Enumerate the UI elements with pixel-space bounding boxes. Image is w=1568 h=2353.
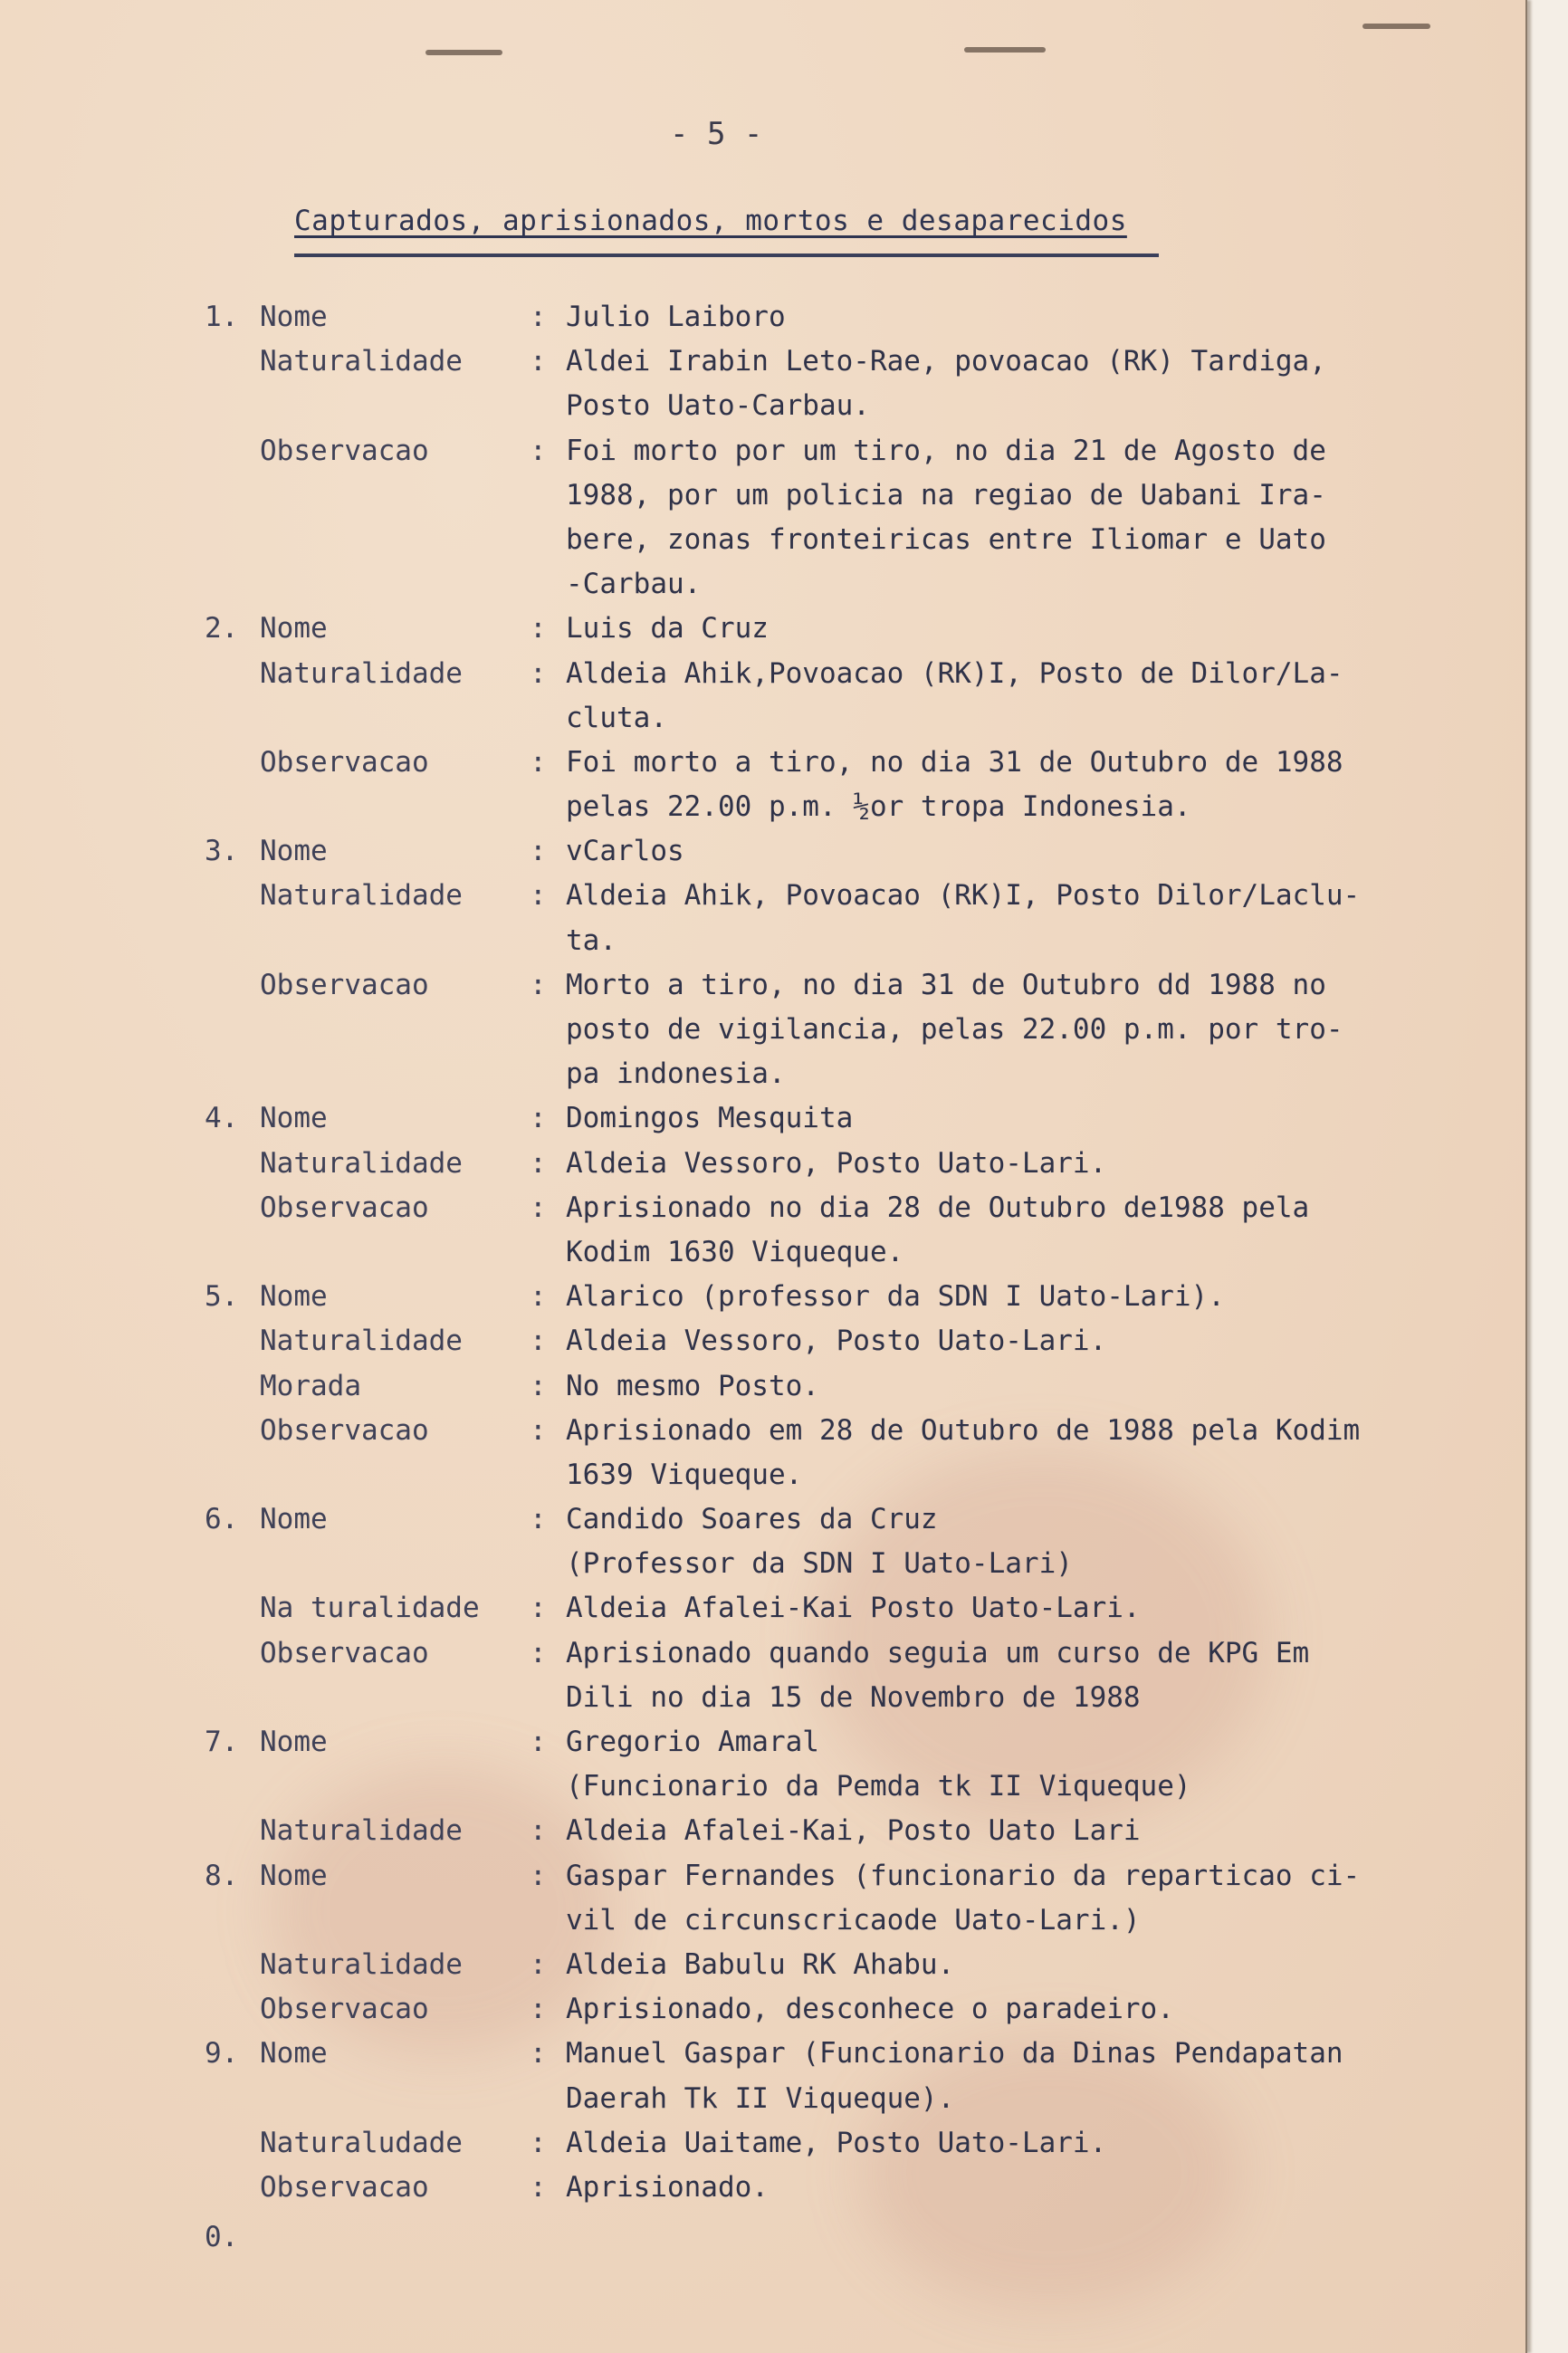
title-underline [294,253,1159,257]
field-label: Observacao [260,2170,429,2204]
field-separator: : [530,301,547,333]
field-value: Alarico (professor da SDN I Uato-Lari). [566,1280,1225,1314]
entry-number: 1. [205,301,239,333]
field-value: (Funcionario da Pemda tk II Viqueque) [566,1770,1191,1803]
field-value: Aldeia Vessoro, Posto Uato-Lari. [566,1146,1107,1180]
field-value: -Carbau. [566,568,702,601]
field-value: Aprisionado no dia 28 de Outubro de1988 pela [566,1191,1310,1224]
field-value: vil de circunscricaode Uato-Lari.) [566,1903,1141,1937]
field-value: No mesmo Posto. [566,1369,819,1402]
entry-number: 4. [205,1102,239,1135]
field-label: Nome [260,1726,328,1758]
entry-line [0,1854,1525,1899]
field-value: Aprisionado em 28 de Outubro de 1988 pela Kodim [566,1413,1361,1447]
entry-line [0,874,1525,918]
field-value: Aldeia Uaitame, Posto Uato-Lari. [566,2126,1107,2159]
field-separator: : [530,1102,547,1135]
entry-line [0,1453,1525,1497]
entry-line [0,741,1525,785]
field-label: Nome [260,2037,328,2071]
field-label: Observacao [260,745,429,779]
entry-line [0,384,1525,428]
field-label: Nome [260,301,328,333]
field-label: Naturalidade [260,1146,463,1180]
field-value: Foi morto a tiro, no dia 31 de Outubro de 1988 [566,745,1343,779]
entry-line [0,1142,1525,1186]
field-value: Aldeia Afalei-Kai, Posto Uato Lari [566,1814,1141,1848]
field-label: Na turalidade [260,1592,480,1625]
entry-line [0,1542,1525,1586]
field-separator: : [530,1503,547,1536]
field-separator: : [530,1191,547,1224]
entry-line [0,2077,1525,2121]
field-value: cluta. [566,701,667,734]
entry-line [0,429,1525,473]
punch-hole-mark [964,47,1046,53]
entry-line [0,562,1525,607]
entry-number: 7. [205,1726,239,1758]
field-value: Candido Soares da Cruz [566,1503,938,1536]
punch-hole-mark [1362,24,1430,29]
entry-number: 5. [205,1280,239,1314]
entry-line [0,829,1525,874]
entry-line [0,1899,1525,1943]
punch-hole-mark [425,50,502,55]
field-separator: : [530,1146,547,1180]
field-separator: : [530,1993,547,2026]
entry-line [0,652,1525,696]
field-separator: : [530,1592,547,1625]
field-value: ta. [566,923,617,957]
entry-line [0,785,1525,829]
entry-line [0,1096,1525,1141]
entry-line [0,1676,1525,1720]
field-label: Observacao [260,1413,429,1447]
field-label: Naturaludade [260,2126,463,2159]
field-value: Domingos Mesquita [566,1102,854,1135]
field-separator: : [530,835,547,868]
field-separator: : [530,1859,547,1892]
field-separator: : [530,1369,547,1402]
entry-number: 2. [205,612,239,646]
entry-number: 3. [205,835,239,868]
field-value: 1988, por um policia na regiao de Uabani Ira- [566,478,1326,512]
field-value: vCarlos [566,835,684,868]
field-value: Gregorio Amaral [566,1726,819,1758]
entry-line [0,1230,1525,1275]
field-separator: : [530,745,547,779]
field-value: Aldeia Vessoro, Posto Uato-Lari. [566,1325,1107,1358]
entry-line [0,1497,1525,1542]
field-value: Dili no dia 15 de Novembro de 1988 [566,1680,1141,1714]
entry-line [0,1943,1525,1987]
field-value: Aldeia Ahik,Povoacao (RK)I, Posto de Dilor/La- [566,656,1343,690]
field-value: Aldei Irabin Leto-Rae, povoacao (RK) Tardiga, [566,345,1326,378]
entry-line [0,919,1525,963]
field-label: Naturalidade [260,656,463,690]
entry-line [0,1987,1525,2032]
entry-number: 9. [205,2037,239,2071]
field-label: Naturalidade [260,1947,463,1981]
field-separator: : [530,656,547,690]
entry-line [0,607,1525,651]
field-separator: : [530,1814,547,1848]
field-value: Kodim 1630 Viqueque. [566,1235,904,1268]
entry-line [0,340,1525,384]
field-separator: : [530,1726,547,1758]
field-separator: : [530,968,547,1001]
page-number: - 5 - [670,116,763,152]
field-label: Observacao [260,968,429,1001]
entry-number: 8. [205,1859,239,1892]
field-label: Nome [260,1102,328,1135]
field-value: posto de vigilancia, pelas 22.00 p.m. por tro- [566,1013,1343,1046]
field-value: Gaspar Fernandes (funcionario da reparticao ci- [566,1859,1361,1892]
entry-line [0,696,1525,741]
field-separator: : [530,1947,547,1981]
field-label: Nome [260,612,328,646]
footer-number: 0. [205,2221,239,2253]
field-label: Naturalidade [260,879,463,913]
entry-line [0,2032,1525,2076]
entry-line [0,1765,1525,1809]
field-value: Posto Uato-Carbau. [566,389,870,423]
field-separator: : [530,1280,547,1314]
field-label: Morada [260,1369,361,1402]
document-title: Capturados, aprisionados, mortos e desaparecidos [294,205,1127,237]
field-value: 1639 Viqueque. [566,1458,803,1491]
field-label: Observacao [260,434,429,467]
field-value: Aldeia Afalei-Kai Posto Uato-Lari. [566,1592,1141,1625]
field-label: Nome [260,835,328,868]
field-value: Morto a tiro, no dia 31 de Outubro dd 1988 no [566,968,1326,1001]
field-separator: : [530,434,547,467]
field-value: Aprisionado, desconhece o paradeiro. [566,1993,1174,2026]
field-label: Nome [260,1280,328,1314]
field-label: Nome [260,1859,328,1892]
field-value: bere, zonas fronteiricas entre Iliomar e Uato [566,522,1326,556]
field-separator: : [530,345,547,378]
field-label: Nome [260,1503,328,1536]
entry-line [0,1008,1525,1052]
field-value: Aldeia Ahik, Povoacao (RK)I, Posto Dilor/Laclu- [566,879,1361,913]
field-separator: : [530,612,547,646]
entry-line [0,518,1525,562]
entry-line [0,473,1525,518]
field-label: Naturalidade [260,345,463,378]
field-label: Naturalidade [260,1814,463,1848]
field-separator: : [530,1413,547,1447]
field-value: Julio Laiboro [566,301,786,333]
entry-line [0,1275,1525,1319]
entry-line [0,1409,1525,1453]
entry-line [0,963,1525,1008]
entry-number: 6. [205,1503,239,1536]
field-separator: : [530,2126,547,2159]
field-separator: : [530,879,547,913]
entry-line [0,1586,1525,1631]
entry-line [0,2166,1525,2210]
field-label: Observacao [260,1191,429,1224]
field-separator: : [530,1636,547,1669]
field-value: pa indonesia. [566,1057,786,1091]
field-value: pelas 22.00 p.m. ½or tropa Indonesia. [566,790,1191,824]
entry-line [0,1364,1525,1409]
entry-line [0,1186,1525,1230]
entry-line [0,1720,1525,1765]
field-value: Foi morto por um tiro, no dia 21 de Agosto de [566,434,1326,467]
entry-line [0,2121,1525,2166]
field-value: Aprisionado quando seguia um curso de KPG Em [566,1636,1310,1669]
field-separator: : [530,2170,547,2204]
field-value: Daerah Tk II Viqueque). [566,2081,955,2115]
field-value: Aldeia Babulu RK Ahabu. [566,1947,955,1981]
entry-line [0,1052,1525,1096]
field-label: Observacao [260,1636,429,1669]
field-value: Manuel Gaspar (Funcionario da Dinas Pendapatan [566,2037,1343,2071]
field-separator: : [530,2037,547,2071]
entry-list [0,295,1525,2210]
entry-line [0,1631,1525,1676]
field-separator: : [530,1325,547,1358]
field-label: Observacao [260,1993,429,2026]
entry-line [0,1319,1525,1363]
entry-line [0,295,1525,340]
field-value: (Professor da SDN I Uato-Lari) [566,1547,1073,1581]
field-value: Luis da Cruz [566,612,769,646]
entry-line [0,1809,1525,1853]
field-value: Aprisionado. [566,2170,769,2204]
field-label: Naturalidade [260,1325,463,1358]
